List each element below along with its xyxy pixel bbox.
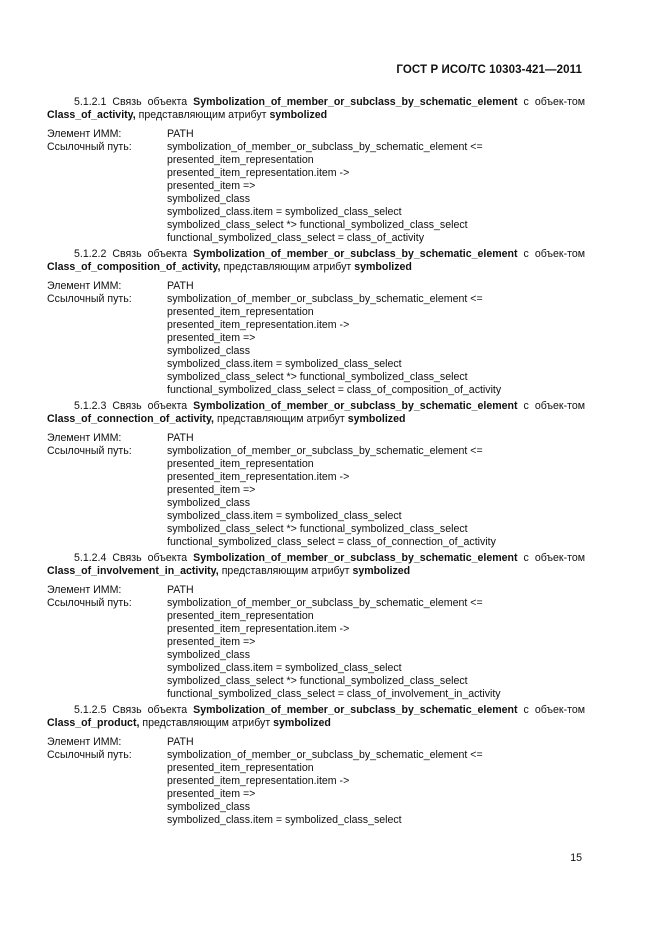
reference-path-label: Ссылочный путь: (47, 597, 132, 609)
reference-path-value (167, 597, 585, 701)
path-line: symbolized_class.item = symbolized_class_select (167, 662, 402, 674)
reference-path-row (47, 293, 585, 397)
section-middle: с объек-том (523, 400, 586, 412)
reference-path-row (47, 597, 585, 701)
document-body (47, 96, 585, 830)
section-attribute: symbolized (273, 717, 331, 729)
element-value: PATH (167, 432, 194, 444)
path-line: presented_item_representation (167, 458, 314, 470)
section-heading (47, 704, 585, 730)
section-heading (47, 248, 585, 274)
path-line: functional_symbolized_class_select = class_of_activity (167, 232, 425, 244)
section-heading (47, 96, 585, 122)
section (47, 248, 585, 397)
path-line: presented_item_representation (167, 762, 314, 774)
element-label: Элемент ИММ: (47, 280, 122, 292)
reference-path-row (47, 749, 585, 827)
reference-path-value (167, 749, 585, 827)
section-number: 5.1.2.2 (74, 248, 107, 260)
path-line: symbolized_class (167, 801, 251, 813)
section-number: 5.1.2.1 (74, 96, 107, 108)
element-value: PATH (167, 280, 194, 292)
section-target: Class_of_connection_of_activity, (47, 413, 215, 425)
section-prefix: Связь объекта (112, 704, 188, 716)
path-line: symbolized_class.item = symbolized_class_select (167, 206, 402, 218)
path-line: symbolized_class_select *> functional_symbolized_class_select (167, 371, 468, 383)
reference-path-label: Ссылочный путь: (47, 293, 132, 305)
element-label: Элемент ИММ: (47, 736, 122, 748)
path-line: symbolized_class_select *> functional_symbolized_class_select (167, 219, 468, 231)
path-line: symbolized_class.item = symbolized_class_select (167, 510, 402, 522)
section-attribute: symbolized (269, 109, 328, 121)
path-line: presented_item_representation (167, 306, 314, 318)
section (47, 552, 585, 701)
section-heading (47, 400, 585, 426)
section-prefix: Связь объекта (112, 248, 188, 260)
section-entity: Symbolization_of_member_or_subclass_by_schematic_element (193, 400, 518, 412)
section (47, 96, 585, 245)
reference-path-label: Ссылочный путь: (47, 141, 132, 153)
element-row (47, 128, 585, 141)
element-value: PATH (167, 128, 194, 140)
section-target: Class_of_involvement_in_activity, (47, 565, 219, 577)
section-entity: Symbolization_of_member_or_subclass_by_schematic_element (193, 248, 518, 260)
section (47, 400, 585, 549)
section-number: 5.1.2.3 (74, 400, 107, 412)
reference-path-value (167, 445, 585, 549)
section-prefix: Связь объекта (112, 400, 188, 412)
section-suffix: представляющим атрибут (138, 109, 267, 121)
path-line: presented_item => (167, 180, 256, 192)
section-number: 5.1.2.4 (74, 552, 107, 564)
section-entity: Symbolization_of_member_or_subclass_by_schematic_element (193, 96, 518, 108)
section-prefix: Связь объекта (112, 552, 188, 564)
section (47, 704, 585, 827)
section-suffix: представляющим атрибут (216, 413, 345, 425)
reference-path-value (167, 293, 585, 397)
reference-path-row (47, 141, 585, 245)
path-line: presented_item => (167, 788, 256, 800)
sections-list (47, 96, 585, 827)
section-target: Class_of_product, (47, 717, 140, 729)
path-line: symbolization_of_member_or_subclass_by_schematic_element <= (167, 749, 483, 761)
section-target: Class_of_activity, (47, 109, 136, 121)
path-lines (167, 749, 585, 827)
element-label: Элемент ИММ: (47, 584, 122, 596)
section-suffix: представляющим атрибут (223, 261, 352, 273)
path-line: symbolized_class.item = symbolized_class_select (167, 358, 402, 370)
path-line: presented_item_representation (167, 154, 314, 166)
section-middle: с объек-том (523, 552, 586, 564)
section-attribute: symbolized (354, 261, 412, 273)
path-lines (167, 141, 585, 245)
section-attribute: symbolized (347, 413, 406, 425)
path-lines (167, 293, 585, 397)
path-line: symbolized_class.item = symbolized_class_select (167, 814, 402, 826)
path-line: functional_symbolized_class_select = class_of_composition_of_activity (167, 384, 502, 396)
section-entity: Symbolization_of_member_or_subclass_by_schematic_element (193, 704, 518, 716)
path-line: presented_item_representation.item -> (167, 167, 350, 179)
element-row (47, 736, 585, 749)
element-label: Элемент ИММ: (47, 128, 122, 140)
path-line: symbolized_class_select *> functional_symbolized_class_select (167, 523, 468, 535)
element-row (47, 432, 585, 445)
path-line: functional_symbolized_class_select = class_of_connection_of_activity (167, 536, 496, 548)
path-lines (167, 597, 585, 701)
path-line: functional_symbolized_class_select = class_of_involvement_in_activity (167, 688, 501, 700)
path-line: symbolization_of_member_or_subclass_by_schematic_element <= (167, 141, 483, 153)
section-attribute: symbolized (352, 565, 411, 577)
section-middle: с объек-том (523, 248, 586, 260)
path-line: presented_item_representation.item -> (167, 471, 350, 483)
path-line: presented_item => (167, 636, 256, 648)
section-middle: с объек-том (523, 96, 586, 108)
path-line: symbolization_of_member_or_subclass_by_schematic_element <= (167, 445, 483, 457)
section-suffix: представляющим атрибут (221, 565, 350, 577)
section-middle: с объек-том (523, 704, 586, 716)
page-number: 15 (570, 852, 582, 864)
path-line: symbolized_class_select *> functional_symbolized_class_select (167, 675, 468, 687)
section-number: 5.1.2.5 (74, 704, 107, 716)
path-line: presented_item_representation.item -> (167, 775, 350, 787)
path-line: symbolized_class (167, 345, 251, 357)
path-line: presented_item_representation.item -> (167, 623, 350, 635)
element-row (47, 280, 585, 293)
section-prefix: Связь объекта (112, 96, 188, 108)
path-line: symbolization_of_member_or_subclass_by_schematic_element <= (167, 293, 483, 305)
section-heading (47, 552, 585, 578)
path-line: symbolized_class (167, 497, 251, 509)
element-row (47, 584, 585, 597)
path-line: symbolized_class (167, 193, 251, 205)
reference-path-value (167, 141, 585, 245)
element-label: Элемент ИММ: (47, 432, 122, 444)
section-entity: Symbolization_of_member_or_subclass_by_schematic_element (193, 552, 518, 564)
section-suffix: представляющим атрибут (142, 717, 271, 729)
path-line: presented_item => (167, 332, 256, 344)
path-line: presented_item => (167, 484, 256, 496)
path-line: presented_item_representation (167, 610, 314, 622)
reference-path-label: Ссылочный путь: (47, 749, 132, 761)
reference-path-label: Ссылочный путь: (47, 445, 132, 457)
element-value: PATH (167, 736, 194, 748)
element-value: PATH (167, 584, 194, 596)
section-target: Class_of_composition_of_activity, (47, 261, 221, 273)
reference-path-row (47, 445, 585, 549)
path-line: symbolized_class (167, 649, 251, 661)
path-line: symbolization_of_member_or_subclass_by_schematic_element <= (167, 597, 483, 609)
path-lines (167, 445, 585, 549)
path-line: presented_item_representation.item -> (167, 319, 350, 331)
document-header: ГОСТ Р ИСО/ТС 10303-421—2011 (396, 64, 582, 76)
